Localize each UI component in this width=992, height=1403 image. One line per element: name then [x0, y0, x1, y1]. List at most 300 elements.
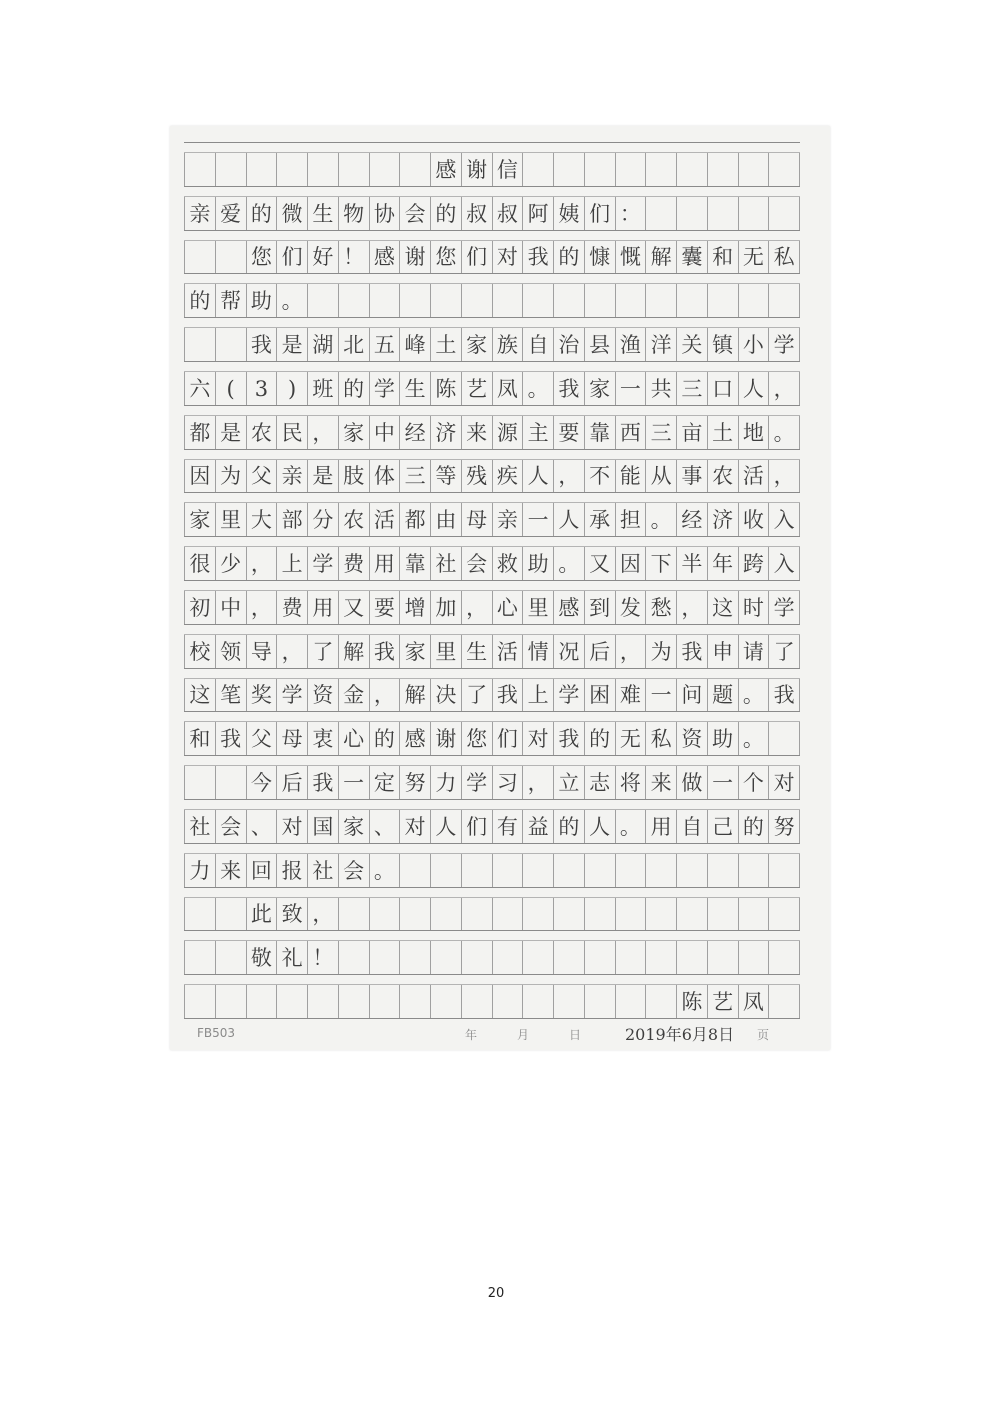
- grid-cell: ，: [615, 625, 646, 668]
- grid-cell: [338, 931, 369, 974]
- grid-cell: 解: [645, 231, 676, 274]
- grid-cell: [522, 844, 553, 887]
- grid-cell: 将: [615, 756, 646, 799]
- grid-cell: ：: [615, 187, 646, 230]
- grid-cell: 今: [246, 756, 277, 799]
- grid-cell: [707, 888, 738, 931]
- grid-cell: 。: [369, 844, 400, 887]
- grid-cell: 里: [522, 581, 553, 624]
- grid-row: [184, 931, 800, 975]
- grid-cell: 到: [584, 581, 615, 624]
- grid-cell: 活: [369, 493, 400, 536]
- grid-cell: 家: [338, 800, 369, 843]
- grid-cell: 农: [246, 406, 277, 449]
- grid-cell: 和: [707, 231, 738, 274]
- grid-cell: [645, 975, 676, 1018]
- grid-cell: 家: [338, 406, 369, 449]
- grid-cell: 部: [276, 493, 307, 536]
- grid-cell: 姨: [553, 187, 584, 230]
- grid-cell: 亩: [676, 406, 707, 449]
- grid-cell: 分: [307, 493, 338, 536]
- grid-cell: 担: [615, 493, 646, 536]
- grid-cell: [369, 931, 400, 974]
- grid-cell: 生: [399, 362, 430, 405]
- grid-cell: 有: [492, 800, 523, 843]
- grid-cell: 解: [399, 669, 430, 712]
- grid-cell: [461, 975, 492, 1018]
- grid-cell: 源: [492, 406, 523, 449]
- grid-cell: [553, 931, 584, 974]
- grid-cell: [184, 756, 215, 799]
- grid-cell: 入: [768, 493, 800, 536]
- grid-cell: 自: [676, 800, 707, 843]
- grid-cell: [369, 274, 400, 317]
- page-number: 20: [487, 1286, 505, 1301]
- grid-cell: 五: [369, 318, 400, 361]
- grid-cell: 会: [399, 187, 430, 230]
- grid-cell: 礼: [276, 931, 307, 974]
- grid-row: [184, 537, 800, 581]
- grid-cell: [584, 975, 615, 1018]
- grid-cell: 济: [430, 406, 461, 449]
- grid-cell: 艺: [461, 362, 492, 405]
- grid-cell: 一: [522, 493, 553, 536]
- sheet-footer: [197, 1024, 797, 1044]
- grid-cell: [645, 274, 676, 317]
- grid-cell: 能: [615, 450, 646, 493]
- grid-cell: [215, 143, 246, 186]
- grid-cell: ，: [768, 362, 800, 405]
- grid-cell: 来: [215, 844, 246, 887]
- grid-cell: 、: [369, 800, 400, 843]
- grid-cell: 是: [307, 450, 338, 493]
- grid-cell: 肢: [338, 450, 369, 493]
- grid-cell: 承: [584, 493, 615, 536]
- grid-cell: 经: [676, 493, 707, 536]
- grid-cell: [522, 888, 553, 931]
- grid-cell: 无: [615, 712, 646, 755]
- grid-cell: 此: [246, 888, 277, 931]
- grid-cell: 会: [461, 537, 492, 580]
- grid-cell: 。: [738, 669, 769, 712]
- grid-cell: 学: [768, 318, 800, 361]
- grid-cell: ，: [246, 537, 277, 580]
- grid-cell: 治: [553, 318, 584, 361]
- grid-cell: 这: [707, 581, 738, 624]
- grid-cell: 人: [522, 450, 553, 493]
- grid-cell: 领: [215, 625, 246, 668]
- grid-cell: 们: [276, 231, 307, 274]
- grid-cell: [369, 975, 400, 1018]
- grid-cell: 活: [492, 625, 523, 668]
- grid-cell: [307, 975, 338, 1018]
- grid-cell: 用: [645, 800, 676, 843]
- grid-cell: 里: [215, 493, 246, 536]
- grid-cell: [492, 975, 523, 1018]
- grid-cell: [615, 844, 646, 887]
- grid-cell: 初: [184, 581, 215, 624]
- grid-cell: 主: [522, 406, 553, 449]
- grid-cell: 我: [369, 625, 400, 668]
- grid-cell: [584, 274, 615, 317]
- grid-cell: 三: [645, 406, 676, 449]
- page-label: 页: [757, 1028, 770, 1042]
- grid-cell: 学: [553, 669, 584, 712]
- grid-cell: ，: [307, 406, 338, 449]
- grid-cell: 问: [676, 669, 707, 712]
- grid-cell: 入: [768, 537, 800, 580]
- grid-row: [184, 800, 800, 844]
- grid-cell: 亲: [276, 450, 307, 493]
- grid-cell: 陈: [676, 975, 707, 1018]
- grid-cell: 心: [492, 581, 523, 624]
- grid-cell: [707, 844, 738, 887]
- grid-cell: [184, 931, 215, 974]
- grid-cell: [399, 143, 430, 186]
- grid-cell: 生: [461, 625, 492, 668]
- grid-cell: 个: [738, 756, 769, 799]
- grid-cell: 半: [676, 537, 707, 580]
- grid-cell: 决: [430, 669, 461, 712]
- grid-cell: 共: [645, 362, 676, 405]
- grid-cell: [738, 888, 769, 931]
- grid-cell: [676, 274, 707, 317]
- grid-cell: 关: [676, 318, 707, 361]
- grid-cell: [522, 274, 553, 317]
- grid-cell: 社: [184, 800, 215, 843]
- grid-cell: [307, 143, 338, 186]
- grid-cell: 北: [338, 318, 369, 361]
- grid-cell: 陈: [430, 362, 461, 405]
- grid-row: [184, 712, 800, 756]
- grid-cell: 收: [738, 493, 769, 536]
- grid-cell: 您: [430, 231, 461, 274]
- grid-cell: 衷: [307, 712, 338, 755]
- grid-cell: 父: [246, 712, 277, 755]
- grid-cell: [676, 888, 707, 931]
- grid-cell: 协: [369, 187, 400, 230]
- grid-cell: 情: [522, 625, 553, 668]
- grid-cell: 谢: [430, 712, 461, 755]
- grid-cell: 物: [338, 187, 369, 230]
- grid-cell: 努: [768, 800, 800, 843]
- grid-cell: 靠: [399, 537, 430, 580]
- grid-cell: ！: [307, 931, 338, 974]
- grid-cell: 体: [369, 450, 400, 493]
- grid-row: [184, 274, 800, 318]
- grid-cell: 从: [645, 450, 676, 493]
- grid-cell: 县: [584, 318, 615, 361]
- grid-cell: 、: [246, 800, 277, 843]
- grid-cell: 下: [645, 537, 676, 580]
- grid-cell: 难: [615, 669, 646, 712]
- grid-cell: [492, 844, 523, 887]
- grid-cell: 我: [768, 669, 800, 712]
- grid-row: [184, 888, 800, 932]
- grid-cell: 报: [276, 844, 307, 887]
- grid-cell: ，: [676, 581, 707, 624]
- grid-cell: [676, 844, 707, 887]
- grid-cell: [430, 888, 461, 931]
- grid-cell: 谢: [461, 143, 492, 186]
- grid-cell: 后: [276, 756, 307, 799]
- grid-cell: 私: [768, 231, 800, 274]
- grid-cell: 我: [553, 362, 584, 405]
- grid-cell: 况: [553, 625, 584, 668]
- grid-cell: 家: [584, 362, 615, 405]
- grid-cell: 土: [707, 406, 738, 449]
- grid-cell: 的: [338, 362, 369, 405]
- grid-cell: 。: [645, 493, 676, 536]
- grid-cell: 为: [215, 450, 246, 493]
- grid-cell: 家: [461, 318, 492, 361]
- grid-cell: 阿: [522, 187, 553, 230]
- grid-cell: 爱: [215, 187, 246, 230]
- grid-cell: [338, 975, 369, 1018]
- grid-cell: 小: [738, 318, 769, 361]
- grid-row: [184, 318, 800, 362]
- grid-cell: [492, 931, 523, 974]
- grid-cell: 少: [215, 537, 246, 580]
- grid-row: [184, 756, 800, 800]
- grid-row: [184, 187, 800, 231]
- grid-cell: [461, 844, 492, 887]
- grid-cell: [553, 143, 584, 186]
- grid-cell: 中: [215, 581, 246, 624]
- grid-cell: [676, 187, 707, 230]
- grid-cell: 由: [430, 493, 461, 536]
- grid-cell: 农: [338, 493, 369, 536]
- grid-cell: [338, 143, 369, 186]
- grid-cell: [184, 975, 215, 1018]
- grid-cell: 力: [184, 844, 215, 887]
- grid-cell: 用: [369, 537, 400, 580]
- grid-cell: 笔: [215, 669, 246, 712]
- grid-cell: 感: [399, 712, 430, 755]
- grid-cell: [246, 143, 277, 186]
- grid-cell: [184, 231, 215, 274]
- grid-cell: 又: [338, 581, 369, 624]
- grid-cell: [338, 888, 369, 931]
- grid-cell: [399, 931, 430, 974]
- grid-cell: 习: [492, 756, 523, 799]
- grid-cell: 力: [430, 756, 461, 799]
- grid-cell: [553, 888, 584, 931]
- grid-cell: [553, 844, 584, 887]
- grid-cell: 国: [307, 800, 338, 843]
- grid-cell: 地: [738, 406, 769, 449]
- grid-cell: 又: [584, 537, 615, 580]
- grid-cell: 叔: [492, 187, 523, 230]
- grid-cell: 时: [738, 581, 769, 624]
- grid-cell: 助: [707, 712, 738, 755]
- grid-cell: 您: [461, 712, 492, 755]
- grid-cell: 不: [584, 450, 615, 493]
- grid-cell: 3: [246, 362, 277, 405]
- grid-cell: [584, 844, 615, 887]
- grid-cell: 金: [338, 669, 369, 712]
- grid-cell: [738, 931, 769, 974]
- grid-cell: 。: [615, 800, 646, 843]
- grid-cell: 的: [738, 800, 769, 843]
- grid-cell: 囊: [676, 231, 707, 274]
- grid-cell: 们: [492, 712, 523, 755]
- grid-cell: 峰: [399, 318, 430, 361]
- grid-cell: 的: [584, 712, 615, 755]
- grid-cell: 为: [645, 625, 676, 668]
- grid-cell: [215, 931, 246, 974]
- grid-cell: 后: [584, 625, 615, 668]
- grid-cell: [369, 143, 400, 186]
- grid-cell: 要: [369, 581, 400, 624]
- grid-cell: 疾: [492, 450, 523, 493]
- grid-cell: 奖: [246, 669, 277, 712]
- grid-cell: [615, 888, 646, 931]
- grid-cell: (: [215, 362, 246, 405]
- grid-cell: 西: [615, 406, 646, 449]
- grid-cell: 对: [522, 712, 553, 755]
- grid-cell: 族: [492, 318, 523, 361]
- grid-cell: [369, 888, 400, 931]
- grid-cell: 校: [184, 625, 215, 668]
- grid-cell: 一: [645, 669, 676, 712]
- grid-cell: 上: [522, 669, 553, 712]
- grid-cell: 土: [430, 318, 461, 361]
- grid-cell: 慨: [615, 231, 646, 274]
- manuscript-grid: [184, 142, 800, 1019]
- grid-cell: 会: [338, 844, 369, 887]
- grid-cell: 己: [707, 800, 738, 843]
- grid-cell: [461, 888, 492, 931]
- grid-cell: [492, 888, 523, 931]
- grid-cell: 社: [430, 537, 461, 580]
- grid-cell: 感: [369, 231, 400, 274]
- grid-cell: 学: [768, 581, 800, 624]
- grid-cell: [307, 274, 338, 317]
- grid-row: [184, 143, 800, 187]
- grid-cell: 。: [522, 362, 553, 405]
- grid-cell: 农: [707, 450, 738, 493]
- grid-cell: [399, 274, 430, 317]
- grid-cell: [338, 274, 369, 317]
- grid-cell: [184, 318, 215, 361]
- grid-cell: 感: [553, 581, 584, 624]
- grid-cell: [738, 274, 769, 317]
- grid-cell: 活: [738, 450, 769, 493]
- grid-cell: 定: [369, 756, 400, 799]
- grid-cell: [707, 931, 738, 974]
- grid-cell: 这: [184, 669, 215, 712]
- grid-cell: 谢: [399, 231, 430, 274]
- grid-cell: 自: [522, 318, 553, 361]
- grid-cell: 因: [615, 537, 646, 580]
- grid-cell: 年: [707, 537, 738, 580]
- grid-row: [184, 362, 800, 406]
- grid-cell: 洋: [645, 318, 676, 361]
- grid-cell: [430, 975, 461, 1018]
- grid-cell: 。: [276, 274, 307, 317]
- grid-cell: 父: [246, 450, 277, 493]
- grid-cell: [276, 143, 307, 186]
- grid-cell: 湖: [307, 318, 338, 361]
- grid-cell: 导: [246, 625, 277, 668]
- grid-cell: 家: [399, 625, 430, 668]
- grid-cell: [553, 274, 584, 317]
- grid-cell: 跨: [738, 537, 769, 580]
- grid-cell: 对: [492, 231, 523, 274]
- grid-row: [184, 669, 800, 713]
- grid-cell: ，: [768, 450, 800, 493]
- grid-cell: 生: [307, 187, 338, 230]
- grid-cell: 我: [553, 712, 584, 755]
- grid-cell: [768, 888, 800, 931]
- grid-cell: 。: [738, 712, 769, 755]
- grid-cell: 凤: [492, 362, 523, 405]
- grid-cell: 我: [307, 756, 338, 799]
- letter-date: 2019年6月8日: [625, 1025, 735, 1044]
- form-code: FB503: [197, 1026, 236, 1040]
- grid-cell: [492, 274, 523, 317]
- grid-cell: 对: [276, 800, 307, 843]
- grid-cell: 来: [461, 406, 492, 449]
- grid-cell: 我: [492, 669, 523, 712]
- grid-cell: [738, 143, 769, 186]
- grid-cell: 资: [307, 669, 338, 712]
- grid-cell: ，: [276, 625, 307, 668]
- grid-cell: [615, 931, 646, 974]
- grid-cell: 们: [461, 231, 492, 274]
- grid-row: [184, 625, 800, 669]
- day-label: 日: [569, 1028, 582, 1042]
- grid-cell: [768, 712, 800, 755]
- grid-cell: 帮: [215, 274, 246, 317]
- grid-cell: [707, 187, 738, 230]
- grid-cell: [215, 231, 246, 274]
- grid-cell: 请: [738, 625, 769, 668]
- grid-cell: 资: [676, 712, 707, 755]
- grid-cell: [276, 975, 307, 1018]
- grid-cell: [584, 888, 615, 931]
- grid-cell: 发: [615, 581, 646, 624]
- grid-cell: 母: [276, 712, 307, 755]
- grid-cell: [215, 975, 246, 1018]
- grid-cell: 了: [461, 669, 492, 712]
- grid-cell: 增: [399, 581, 430, 624]
- grid-cell: [645, 931, 676, 974]
- grid-cell: 私: [645, 712, 676, 755]
- grid-cell: [215, 318, 246, 361]
- grid-cell: 等: [430, 450, 461, 493]
- grid-cell: [184, 888, 215, 931]
- grid-cell: 的: [246, 187, 277, 230]
- grid-cell: 学: [369, 362, 400, 405]
- grid-cell: 学: [461, 756, 492, 799]
- grid-cell: 助: [522, 537, 553, 580]
- grid-cell: 申: [707, 625, 738, 668]
- grid-cell: [707, 143, 738, 186]
- grid-cell: 救: [492, 537, 523, 580]
- grid-cell: 艺: [707, 975, 738, 1018]
- grid-cell: 了: [307, 625, 338, 668]
- grid-cell: 做: [676, 756, 707, 799]
- grid-cell: 加: [430, 581, 461, 624]
- grid-cell: 费: [276, 581, 307, 624]
- grid-cell: 学: [276, 669, 307, 712]
- grid-cell: 学: [307, 537, 338, 580]
- grid-cell: 人: [738, 362, 769, 405]
- grid-row: [184, 844, 800, 888]
- grid-cell: [768, 143, 800, 186]
